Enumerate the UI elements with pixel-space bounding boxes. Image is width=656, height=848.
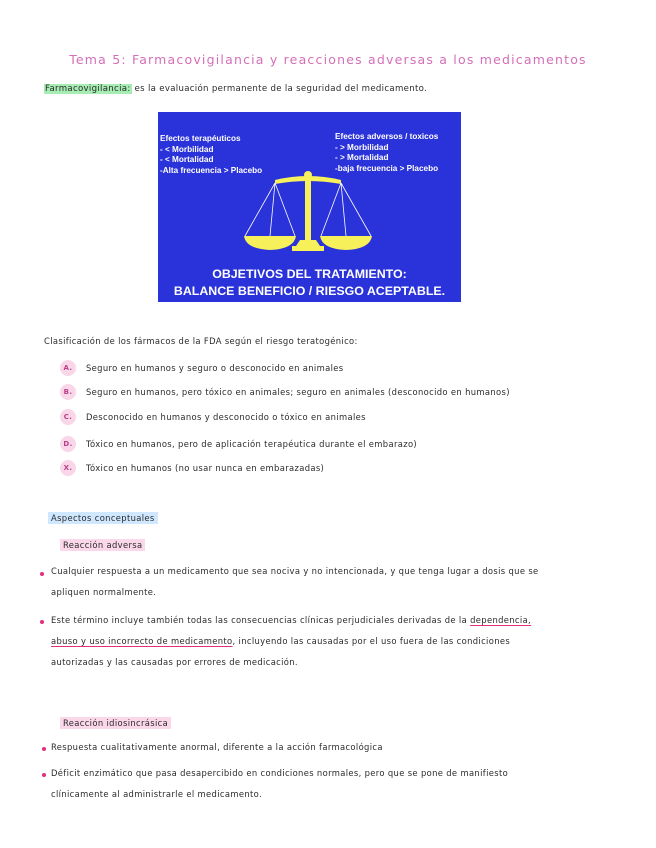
section-heading (48, 513, 158, 523)
category-text: Seguro en humanos y seguro o desconocido en animales (86, 363, 344, 373)
paragraph-line: apliquen normalmente. (51, 587, 157, 597)
text-span: Este término incluye también todas las consecuencias clínicas perjudiciales derivadas de la (51, 615, 471, 625)
adverse-line: - > Mortalidad (335, 153, 389, 162)
paragraph-line (51, 631, 621, 652)
adverse-heading: Efectos adversos / toxicos (335, 132, 439, 141)
category-badge: D. (60, 436, 76, 452)
classification-heading: Clasificación de los fármacos de la FDA según el riesgo teratogénico: (44, 336, 358, 346)
figure-caption-line1: OBJETIVOS DEL TRATAMIENTO: (212, 267, 407, 281)
paragraph-line (51, 610, 621, 631)
category-text: Seguro en humanos, pero tóxico en animales; seguro en animales (desconocido en humanos) (86, 387, 510, 397)
category-badge: B. (60, 384, 76, 400)
paragraph-line: clínicamente al administrarle el medicamento. (51, 789, 262, 799)
category-text: Tóxico en humanos, pero de aplicación terapéutica durante el embarazo) (86, 439, 418, 449)
therapeutic-heading: Efectos terapéuticos (160, 134, 241, 143)
category-text: Tóxico en humanos (no usar nunca en embarazadas) (86, 463, 325, 473)
intro-definition (44, 84, 427, 94)
category-badge: X. (60, 460, 76, 476)
term-farmacovigilancia: Farmacovigilancia: (45, 84, 131, 94)
bullet-icon (42, 747, 46, 751)
balance-figure (158, 112, 461, 302)
idiosyncratic-paragraph-2 (51, 763, 621, 805)
paragraph-line: Déficit enzimático que pasa desapercibido en condiciones normales, pero que se pone de manifiesto (51, 768, 509, 778)
subsection-heading (60, 718, 171, 728)
idiosyncratic-paragraph-1 (51, 737, 621, 758)
idiosyncratic-heading: Reacción idiosincrásica (60, 717, 171, 729)
paragraph-line: autorizadas y las causadas por errores de medicación. (51, 657, 298, 667)
category-text: Desconocido en humanos y desconocido o tóxico en animales (86, 412, 366, 422)
therapeutic-line: - < Morbilidad (160, 144, 214, 154)
category-badge: C. (60, 409, 76, 425)
therapeutic-line: - < Mortalidad (160, 155, 214, 164)
page-title: Tema 5: Farmacovigilancia y reacciones adversas a los medicamentos (69, 52, 587, 67)
category-badge: A. (60, 360, 76, 376)
adverse-paragraph-2 (51, 610, 621, 673)
bullet-icon (40, 572, 44, 576)
text-span: , incluyendo las causadas por el uso fuera de las condiciones (232, 636, 511, 646)
therapeutic-line: -Alta frecuencia > Placebo (160, 165, 263, 175)
figure-caption-line2: BALANCE BENEFICIO / RIESGO ACEPTABLE. (173, 284, 446, 298)
paragraph-line: Respuesta cualitativamente anormal, diferente a la acción farmacológica (51, 742, 383, 752)
underlined-term: abuso y uso incorrecto de medicamento (51, 636, 233, 646)
adverse-line: -baja frecuencia > Placebo (335, 163, 439, 173)
definition-text: es la evaluación permanente de la seguridad del medicamento. (131, 84, 428, 94)
adverse-line: - > Morbilidad (335, 142, 389, 152)
paragraph-line: Cualquier respuesta a un medicamento que sea nociva y no intencionada, y que tenga lugar a dosis que se (51, 566, 539, 576)
adverse-reaction-heading: Reacción adversa (60, 539, 145, 551)
bullet-icon (42, 773, 46, 777)
adverse-paragraph-1 (51, 561, 621, 603)
aspects-heading: Aspectos conceptuales (48, 512, 158, 524)
underlined-term: dependencia, (470, 615, 532, 625)
subsection-heading (60, 540, 145, 550)
bullet-icon (40, 620, 44, 624)
